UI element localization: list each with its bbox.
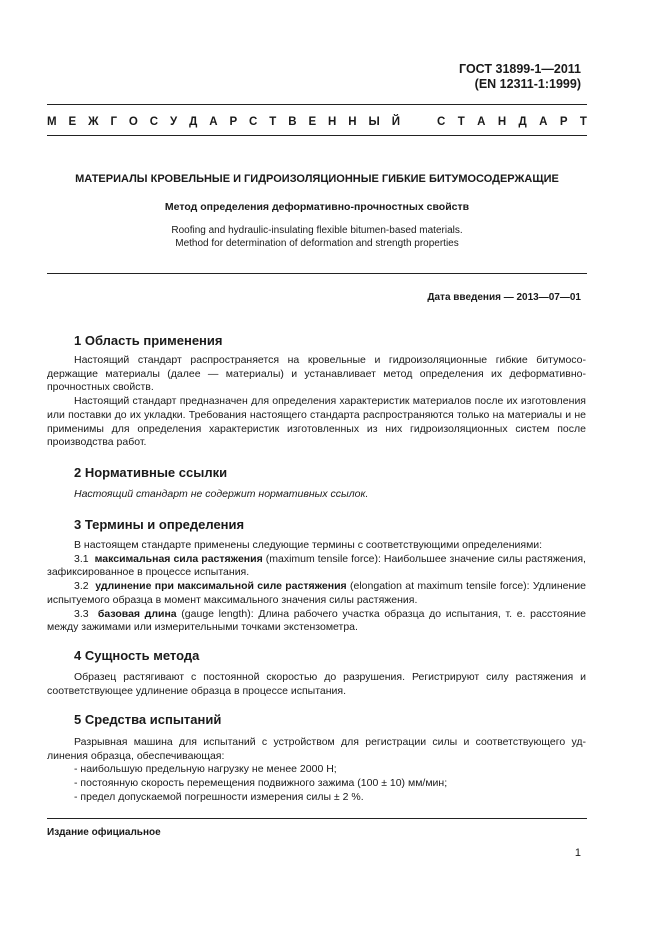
banner-letter: В — [288, 116, 297, 128]
english-title — [47, 225, 587, 250]
gost-number: ГОСТ 31899-1—2011 — [459, 62, 581, 76]
term-3-1-name: максимальная сила растяжения — [94, 552, 263, 565]
edition-note: Издание официальное — [47, 827, 161, 838]
section-4-paragraph: Образец растягивают с постоянной скоростью до разрушения. Регистрируют силу растяжения и соответствующее удлинение образца в процессе испытания. — [47, 671, 586, 697]
footer-rule — [47, 818, 587, 819]
title-rule — [47, 273, 587, 274]
banner-letter: Т — [269, 116, 277, 128]
list-item: - предел допускаемой погрешности измерения силы ± 2 %. — [74, 790, 364, 803]
banner-letter: М — [47, 116, 57, 128]
term-3-3 — [47, 608, 586, 635]
section-5-list — [47, 763, 586, 804]
banner-letter: Д — [189, 116, 198, 128]
banner-letter: А — [539, 116, 548, 128]
term-3-2-name: удлинение при максимальной силе растяжения — [95, 580, 347, 593]
banner-letter: Е — [68, 116, 77, 128]
banner-letter: У — [170, 116, 178, 128]
banner-letter: Й — [391, 116, 400, 128]
english-title-line1: Roofing and hydraulic-insulating flexible bitumen-based materials. — [171, 225, 463, 236]
banner-letter: Д — [518, 116, 527, 128]
term-3-2 — [47, 580, 586, 607]
banner-letter: Р — [559, 116, 568, 128]
banner-letter: Н — [328, 116, 337, 128]
banner-letter: Ж — [88, 116, 99, 128]
section-4-heading: 4 Сущность метода — [74, 648, 200, 663]
banner-letter: А — [477, 116, 486, 128]
banner-letter: Е — [308, 116, 317, 128]
section-2-heading: 2 Нормативные ссылки — [74, 465, 228, 480]
section-3-paragraph: В настоящем стандарте применены следующие термины с соответствующими определениями: — [74, 539, 543, 551]
section-5-heading: 5 Средства испытаний — [74, 712, 222, 727]
section-1-paragraph-1: Настоящий стандарт распространяется на кровельные и гидроизоляционные гибкие битумосодержащие материалы (далее — материалы) и устанавливает метод определения их деформативно-прочностных свойств. — [47, 354, 586, 394]
term-3-2-definition: (elongation at maximum tensile force): Удлинение испытуемого образца в момент максимального значения силы растяжения. — [47, 580, 586, 606]
section-3-body — [47, 539, 587, 635]
banner-letter: Н — [348, 116, 357, 128]
section-1-heading: 1 Область применения — [74, 333, 223, 348]
section-1-body — [47, 354, 586, 450]
banner-word-interstate — [47, 116, 400, 128]
section-5-paragraph: Разрывная машина для испытаний с устройством для регистрации силы и соответствующего удлинения образца, обеспечивающая: — [47, 736, 586, 762]
section-4-body — [47, 671, 586, 698]
banner-letter: Г — [110, 116, 117, 128]
document-title: МАТЕРИАЛЫ КРОВЕЛЬНЫЕ И ГИДРОИЗОЛЯЦИОННЫЕ ГИБКИЕ БИТУМОСОДЕРЖАЩИЕ — [75, 173, 559, 185]
list-item: - наибольшую предельную нагрузку не менее 2000 Н; — [74, 763, 337, 776]
banner-letter: Н — [497, 116, 507, 128]
banner-rule — [47, 135, 587, 136]
banner-letter: С — [437, 116, 446, 128]
term-3-2-number: 3.2 — [74, 580, 89, 593]
interstate-standard-banner — [47, 116, 587, 128]
term-3-3-name: базовая длина — [97, 607, 177, 620]
section-2-body — [74, 488, 586, 502]
term-3-1-definition: (maximum tensile force): Наибольшее значение силы растяжения, зафиксированное в процессе испытания. — [47, 552, 586, 579]
banner-letter: Р — [229, 116, 238, 128]
banner-letter: О — [128, 116, 138, 128]
banner-letter: Т — [457, 116, 465, 128]
list-item: - постоянную скорость перемещения подвижного зажима (100 ± 10) мм/мин; — [74, 777, 448, 790]
english-title-line2: Method for determination of deformation and strength properties — [175, 237, 459, 249]
banner-letter: Ы — [368, 116, 380, 128]
banner-letter: С — [249, 116, 258, 128]
page-number: 1 — [574, 847, 581, 859]
banner-letter: Т — [579, 116, 587, 128]
banner-word-standard — [437, 116, 587, 128]
section-2-paragraph: Настоящий стандарт не содержит нормативных ссылок. — [74, 488, 369, 500]
en-number: (EN 12311-1:1999) — [474, 77, 581, 91]
banner-letter: С — [149, 116, 159, 128]
intro-date: Дата введения — 2013—07—01 — [427, 292, 581, 303]
section-3-heading: 3 Термины и определения — [74, 517, 245, 532]
term-3-1-number: 3.1 — [74, 552, 89, 565]
term-3-3-definition: (gauge length): Длина рабочего участка образца до испытания, т. е. расстояние между зажимами или измерительными точками экстензометра. — [47, 607, 587, 634]
section-5-body — [47, 736, 586, 805]
section-1-paragraph-2: Настоящий стандарт предназначен для определения характеристик материалов после их изготовления или поставки до их укладки. Требования настоящего стандарта распространяются только на материалы и не применимы для определения характеристик изготовленных из них гидроизоляционных систем после производства работ. — [47, 395, 586, 449]
term-3-1 — [47, 553, 586, 580]
document-subtitle: Метод определения деформативно-прочностных свойств — [164, 201, 470, 213]
term-3-3-number: 3.3 — [74, 607, 89, 620]
top-rule — [47, 104, 587, 105]
banner-letter: А — [209, 116, 218, 128]
